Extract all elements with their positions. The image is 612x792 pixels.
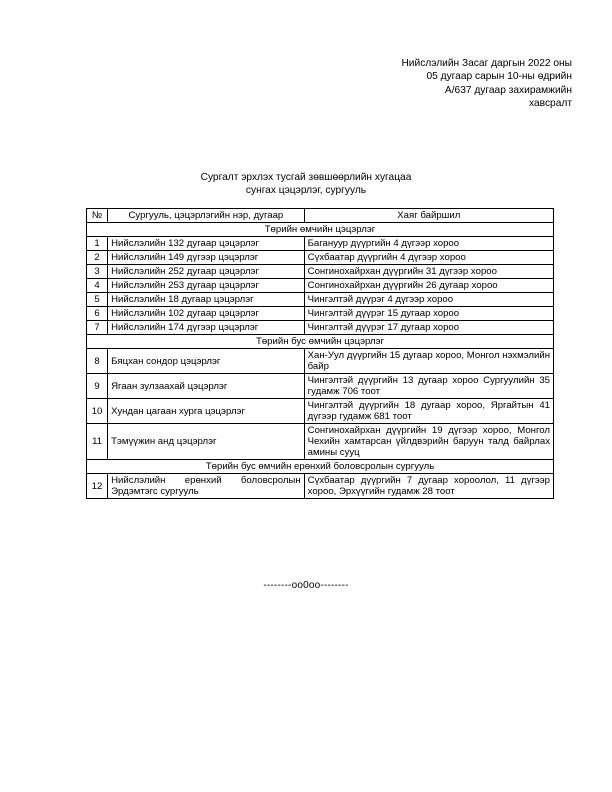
column-header-address: Хаяг байршил bbox=[304, 209, 553, 223]
row-name: Нийслэлийн 102 дугаар цэцэрлэг bbox=[108, 307, 305, 321]
section-title: Төрийн өмчийн цэцэрлэг bbox=[87, 223, 554, 237]
row-number: 9 bbox=[87, 374, 108, 399]
table-row bbox=[87, 293, 554, 307]
row-address: Сонгинохайрхан дүүргийн 26 дугаар хороо bbox=[304, 279, 553, 293]
appendix-note-line: А/637 дугаар захирамжийн bbox=[444, 84, 572, 96]
table-row bbox=[87, 424, 554, 460]
row-name: Тэмүүжин анд цэцэрлэг bbox=[108, 424, 305, 460]
row-number: 7 bbox=[87, 321, 108, 335]
row-name: Хундан цагаан хурга цэцэрлэг bbox=[108, 399, 305, 424]
table-row bbox=[87, 237, 554, 251]
section-row bbox=[87, 335, 554, 349]
table-row bbox=[87, 374, 554, 399]
row-number: 11 bbox=[87, 424, 108, 460]
row-address: Чингэлтэй дүүрэг 4 дүгээр хороо bbox=[304, 293, 553, 307]
section-title: Төрийн бус өмчийн ерөнхий боловсролын сургууль bbox=[87, 460, 554, 474]
row-address: Сонгинохайрхан дүүргийн 31 дүгээр хороо bbox=[304, 265, 553, 279]
row-address: Сүхбаатар дүүргийн 7 дугаар хороолол, 11 дүгээр хороо, Эрхүүгийн гудамж 28 тоот bbox=[304, 474, 553, 499]
table-row bbox=[87, 251, 554, 265]
table-row bbox=[87, 279, 554, 293]
row-address: Сонгинохайрхан дүүргийн 19 дүгээр хороо, Монгол Чехийн хамтарсан үйлдвэрийн баруун талд байрлах амины сууц bbox=[304, 424, 553, 460]
row-name: Нийслэлийн 253 дугаар цэцэрлэг bbox=[108, 279, 305, 293]
row-name: Нийслэлийн 18 дугаар цэцэрлэг bbox=[108, 293, 305, 307]
row-number: 2 bbox=[87, 251, 108, 265]
institutions-table bbox=[86, 208, 554, 499]
document-end-mark: --------оо0оо-------- bbox=[263, 580, 349, 591]
row-name: Бяцхан сондор цэцэрлэг bbox=[108, 349, 305, 374]
row-address: Чингэлтэй дүүрэг 15 дугаар хороо bbox=[304, 307, 553, 321]
row-name: Нийслэлийн ерөнхий боловсролын Эрдэмтэгс сургууль bbox=[108, 474, 305, 499]
row-address: Сүхбаатар дүүргийн 4 дүгээр хороо bbox=[304, 251, 553, 265]
row-address: Чингэлтэй дүүрэг 17 дугаар хороо bbox=[304, 321, 553, 335]
section-row bbox=[87, 460, 554, 474]
document-title-line: сунгах цэцэрлэг, сургууль bbox=[245, 185, 367, 196]
table-row bbox=[87, 474, 554, 499]
row-address: Чингэлтэй дүүргийн 13 дугаар хороо Сургуулийн 35 гудамж 706 тоот bbox=[304, 374, 553, 399]
row-address: Багануур дүүргийн 4 дүгээр хороо bbox=[304, 237, 553, 251]
row-address: Хан-Уул дүүргийн 15 дугаар хороо, Монгол нэхмэлийн байр bbox=[304, 349, 553, 374]
document-title-line: Сургалт эрхлэх тусгай зөвшөөрлийн хугацаа bbox=[200, 172, 412, 183]
appendix-note-line: 05 дугаар сарын 10-ны өдрийн bbox=[426, 71, 572, 83]
table-header-row bbox=[87, 209, 554, 223]
row-number: 10 bbox=[87, 399, 108, 424]
row-number: 4 bbox=[87, 279, 108, 293]
appendix-note-line: хавсралт bbox=[529, 98, 572, 110]
row-name: Нийслэлийн 252 дугаар цэцэрлэг bbox=[108, 265, 305, 279]
table-row bbox=[87, 321, 554, 335]
row-number: 12 bbox=[87, 474, 108, 499]
section-row bbox=[87, 223, 554, 237]
column-header-number: № bbox=[87, 209, 108, 223]
appendix-note-line: Нийслэлийн Засаг даргын 2022 оны bbox=[401, 58, 572, 69]
row-number: 1 bbox=[87, 237, 108, 251]
table-row bbox=[87, 399, 554, 424]
row-number: 8 bbox=[87, 349, 108, 374]
table-row bbox=[87, 265, 554, 279]
row-number: 3 bbox=[87, 265, 108, 279]
section-title: Төрийн бус өмчийн цэцэрлэг bbox=[87, 335, 554, 349]
row-number: 6 bbox=[87, 307, 108, 321]
row-name: Ягаан зулзаахай цэцэрлэг bbox=[108, 374, 305, 399]
table-row bbox=[87, 349, 554, 374]
column-header-name: Сургууль, цэцэрлэгийн нэр, дугаар bbox=[108, 209, 305, 223]
table-row bbox=[87, 307, 554, 321]
row-name: Нийслэлийн 149 дүгээр цэцэрлэг bbox=[108, 251, 305, 265]
row-name: Нийслэлийн 132 дугаар цэцэрлэг bbox=[108, 237, 305, 251]
document-title bbox=[0, 171, 612, 197]
row-number: 5 bbox=[87, 293, 108, 307]
row-address: Чингэлтэй дүүргийн 18 дугаар хороо, Яргайтын 41 дүгээр гудамж 681 тоот bbox=[304, 399, 553, 424]
appendix-note bbox=[401, 57, 572, 111]
row-name: Нийслэлийн 174 дүгээр цэцэрлэг bbox=[108, 321, 305, 335]
